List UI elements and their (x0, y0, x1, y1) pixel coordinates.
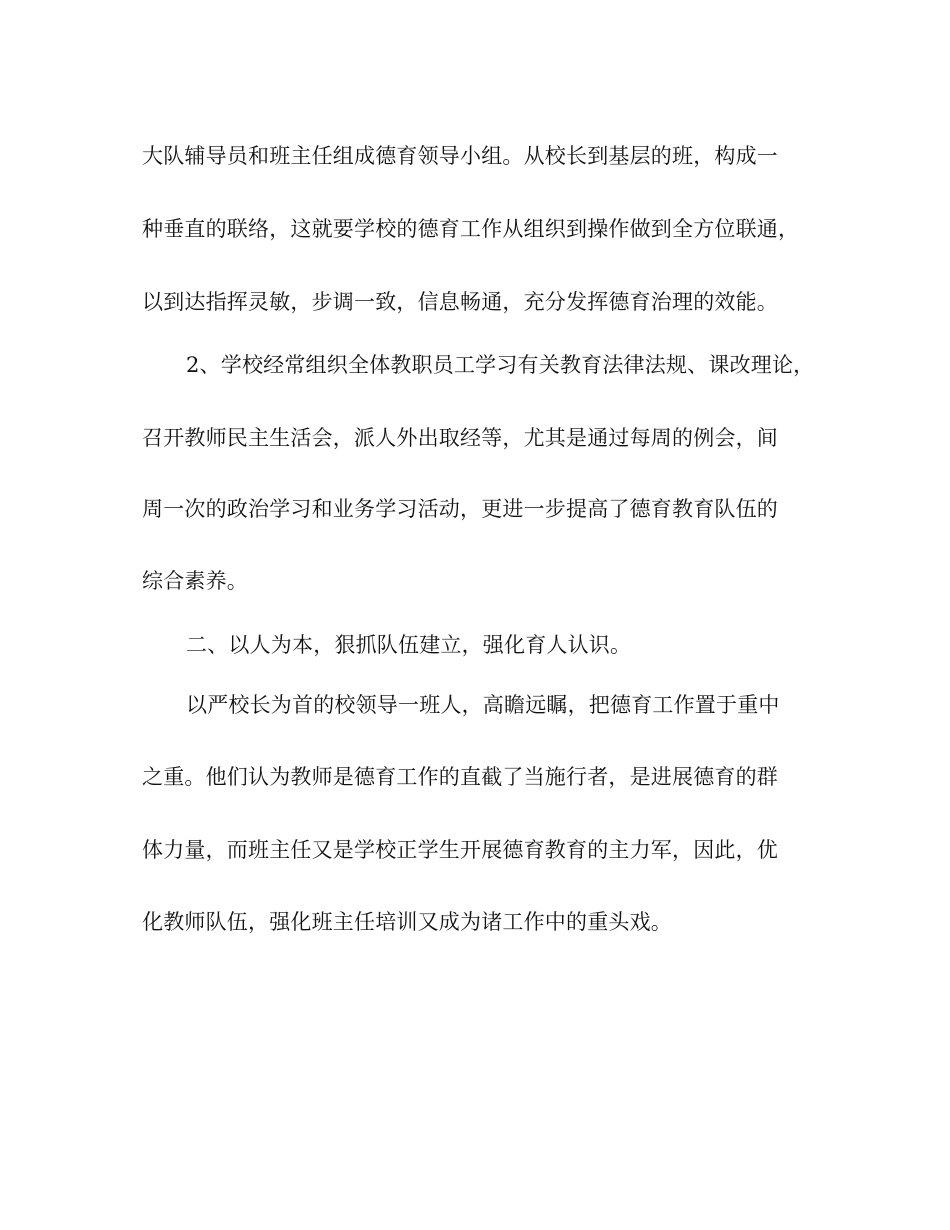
text-line: 召开教师民主生活会，派人外出取经等，尤其是通过每周的例会，间 (142, 426, 778, 450)
text-line: 体力量，而班主任又是学校正学生开展德育教育的主力军，因此，优 (142, 838, 778, 862)
text-line: 综合素养。 (142, 569, 248, 593)
text-line: 2、学校经常组织全体教职员工学习有关教育法律法规、课改理论， (186, 353, 815, 377)
text-line: 种垂直的联络，这就要学校的德育工作从组织到操作做到全方位联通， (142, 217, 800, 241)
text-line: 以到达指挥灵敏，步调一致，信息畅通，充分发挥德育治理的效能。 (142, 290, 778, 314)
text-line: 以严校长为首的校领导一班人，高瞻远瞩，把德育工作置于重中 (186, 693, 780, 717)
section-heading: 二、以人为本，狠抓队伍建立，强化育人认识。 (186, 633, 632, 657)
text-line: 化教师队伍，强化班主任培训又成为诸工作中的重头戏。 (142, 910, 672, 934)
text-line: 周一次的政治学习和业务学习活动，更进一步提高了德育教育队伍的 (142, 497, 778, 521)
text-line: 大队辅导员和班主任组成德育领导小组。从校长到基层的班，构成一 (142, 144, 778, 168)
text-line: 之重。他们认为教师是德育工作的直截了当施行者，是进展德育的群 (142, 765, 778, 789)
